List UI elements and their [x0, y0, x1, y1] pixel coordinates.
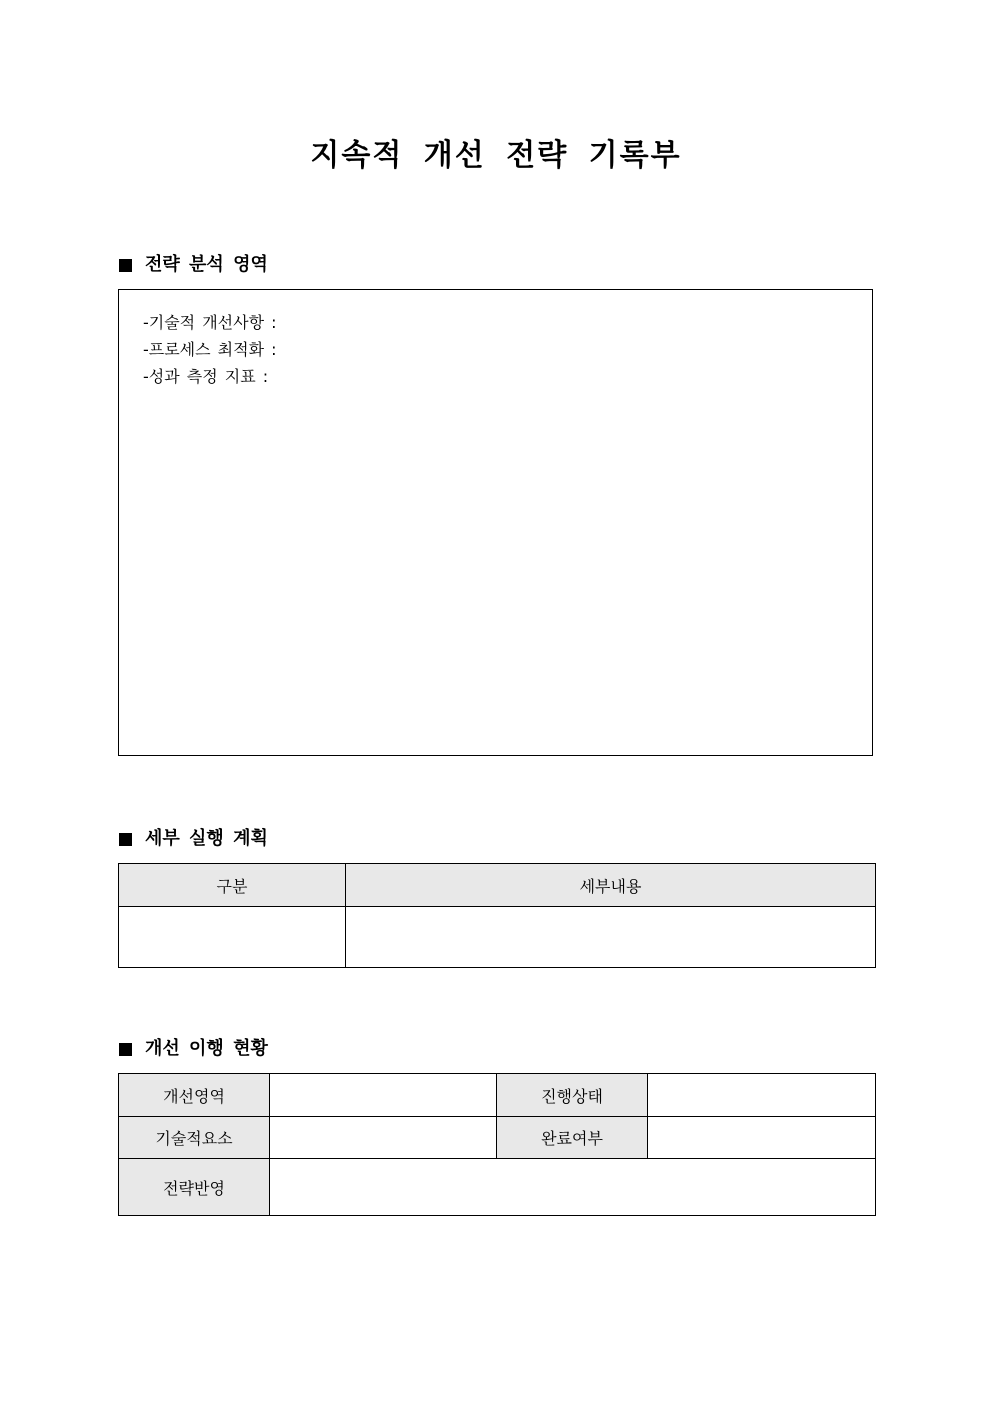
- table-header-row: [119, 864, 876, 907]
- section-title: 개선 이행 현황: [145, 1038, 268, 1059]
- cell-category[interactable]: [119, 907, 346, 968]
- analysis-line-technical: -기술적 개선사항 :: [143, 313, 277, 332]
- analysis-line-process: -프로세스 최적화 :: [143, 340, 277, 359]
- square-bullet-icon: [119, 833, 132, 846]
- label-tech: 기술적요소: [119, 1117, 270, 1159]
- value-tech[interactable]: [270, 1117, 497, 1159]
- table-row: [119, 1074, 876, 1117]
- square-bullet-icon: [119, 259, 132, 272]
- section-title: 세부 실행 계획: [145, 828, 268, 849]
- value-progress[interactable]: [648, 1074, 876, 1117]
- section-heading-status: [119, 1036, 268, 1062]
- column-header-details: 세부내용: [346, 864, 876, 907]
- status-table: [118, 1073, 876, 1216]
- table-row: [119, 1159, 876, 1216]
- column-header-category: 구분: [119, 864, 346, 907]
- label-area: 개선영역: [119, 1074, 270, 1117]
- value-reflection[interactable]: [270, 1159, 876, 1216]
- table-row: [119, 907, 876, 968]
- label-progress: 진행상태: [497, 1074, 648, 1117]
- label-completion: 완료여부: [497, 1117, 648, 1159]
- cell-details[interactable]: [346, 907, 876, 968]
- value-area[interactable]: [270, 1074, 497, 1117]
- section-title: 전략 분석 영역: [145, 254, 268, 275]
- label-reflection: 전략반영: [119, 1159, 270, 1216]
- analysis-line-metrics: -성과 측정 지표 :: [143, 367, 269, 386]
- table-row: [119, 1117, 876, 1159]
- section-heading-analysis: [119, 252, 268, 278]
- document-title: 지속적 개선 전략 기록부: [310, 138, 682, 173]
- analysis-box[interactable]: [118, 289, 873, 756]
- square-bullet-icon: [119, 1043, 132, 1056]
- plan-table: [118, 863, 876, 968]
- section-heading-plan: [119, 826, 268, 852]
- value-completion[interactable]: [648, 1117, 876, 1159]
